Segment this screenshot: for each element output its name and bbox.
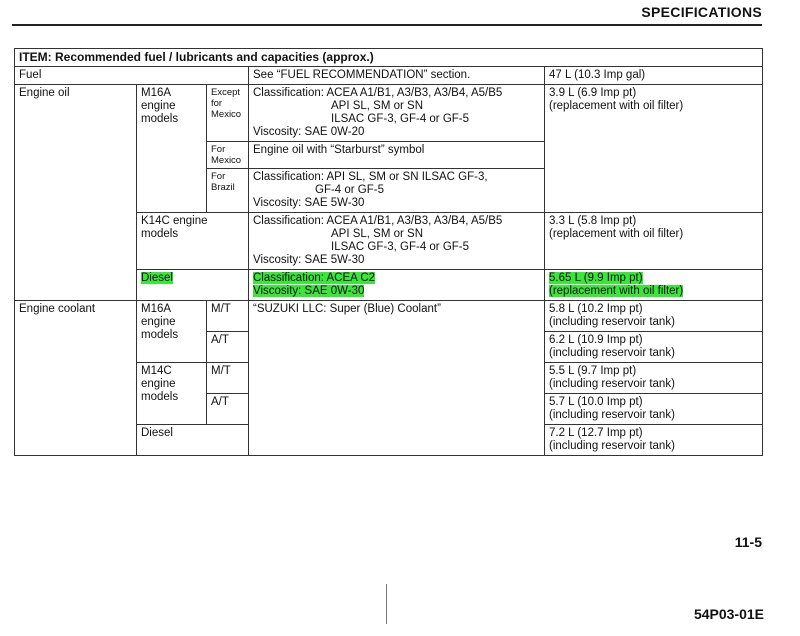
oil-diesel-spec (249, 270, 545, 301)
coolant-m16a-mt-row (15, 301, 763, 332)
capacity-line: 6.2 L (10.9 Imp pt) (549, 334, 643, 346)
engine-coolant-item: Engine coolant (15, 301, 137, 456)
region-except-mexico: Except for Mexico (207, 85, 249, 142)
capacity-line: (replacement with oil filter) (549, 228, 684, 240)
oil-m16a-mexico-spec: Engine oil with “Starburst” symbol (249, 142, 545, 169)
spec-line: Classification: ACEA A1/B1, A3/B3, A3/B4, A5/B5 (253, 87, 503, 99)
coolant-diesel-capacity (545, 425, 763, 456)
coolant-m14c-at-trans: A/T (207, 394, 249, 425)
table-title-row (15, 49, 763, 67)
highlighted-text: 5.65 L (9.9 Imp pt) (549, 272, 643, 284)
capacity-line: (including reservoir tank) (549, 347, 675, 359)
oil-k14c-capacity (545, 213, 763, 270)
oil-m16a-except-mexico-spec (249, 85, 545, 142)
coolant-spec: “SUZUKI LLC: Super (Blue) Coolant” (249, 301, 545, 456)
coolant-diesel-model: Diesel (137, 425, 249, 456)
engine-oil-item: Engine oil (15, 85, 137, 301)
spec-line: ILSAC GF-3, GF-4 or GF-5 (331, 113, 470, 125)
capacity-line: (replacement with oil filter) (549, 100, 684, 112)
spec-line: API SL, SM or SN (331, 228, 424, 240)
capacity-line: (including reservoir tank) (549, 440, 675, 452)
capacity-line: (including reservoir tank) (549, 378, 675, 390)
oil-k14c-model: K14C engine models (137, 213, 249, 270)
spec-line: Classification: API SL, SM or SN ILSAC GF-3, (253, 171, 488, 183)
capacity-line: (including reservoir tank) (549, 316, 675, 328)
coolant-m16a-mt-trans: M/T (207, 301, 249, 332)
oil-k14c-spec (249, 213, 545, 270)
oil-diesel-model (137, 270, 249, 301)
fuel-item: Fuel (15, 67, 249, 85)
highlighted-text: (replacement with oil filter) (549, 285, 684, 297)
coolant-m14c-model: M14C engine models (137, 363, 207, 425)
table-title: ITEM: Recommended fuel / lubricants and capacities (approx.) (15, 49, 763, 67)
coolant-m14c-mt-trans: M/T (207, 363, 249, 394)
coolant-m16a-mt-capacity (545, 301, 763, 332)
capacity-line: 5.5 L (9.7 Imp pt) (549, 365, 637, 377)
capacity-line: 5.8 L (10.2 Imp pt) (549, 303, 643, 315)
fuel-spec: See “FUEL RECOMMENDATION” section. (249, 67, 545, 85)
spec-line: ILSAC GF-3, GF-4 or GF-5 (331, 241, 470, 253)
capacity-line: 3.9 L (6.9 Imp pt) (549, 87, 637, 99)
spec-line: GF-4 or GF-5 (315, 184, 385, 196)
section-title: SPECIFICATIONS (641, 4, 762, 20)
document-code: 54P03-01E (693, 606, 764, 622)
capacity-line: 5.7 L (10.0 Imp pt) (549, 396, 643, 408)
highlighted-text: Viscosity: SAE 0W-30 (253, 285, 365, 297)
highlighted-text: Diesel (141, 272, 173, 284)
page-number: 11-5 (734, 534, 762, 550)
highlighted-text: Classification: ACEA C2 (253, 272, 376, 284)
capacity-line: 3.3 L (5.8 Imp pt) (549, 215, 637, 227)
spec-line: API SL, SM or SN (331, 100, 424, 112)
coolant-m14c-mt-capacity (545, 363, 763, 394)
capacity-line: 7.2 L (12.7 Imp pt) (549, 427, 643, 439)
oil-m16a-except-mexico-row (15, 85, 763, 142)
capacity-line: (including reservoir tank) (549, 409, 675, 421)
spec-line: Classification: ACEA A1/B1, A3/B3, A3/B4, A5/B5 (253, 215, 503, 227)
oil-diesel-capacity (545, 270, 763, 301)
oil-m16a-model: M16A engine models (137, 85, 207, 213)
spec-line: Viscosity: SAE 5W-30 (253, 254, 365, 266)
region-mexico: For Mexico (207, 142, 249, 169)
oil-m16a-capacity (545, 85, 763, 213)
coolant-m14c-at-capacity (545, 394, 763, 425)
spec-table (14, 48, 763, 456)
spec-line: Viscosity: SAE 0W-20 (253, 126, 365, 138)
spec-line: Viscosity: SAE 5W-30 (253, 197, 365, 209)
coolant-m16a-at-capacity (545, 332, 763, 363)
region-brazil: For Brazil (207, 169, 249, 213)
coolant-m16a-at-trans: A/T (207, 332, 249, 363)
coolant-m16a-model: M16A engine models (137, 301, 207, 363)
header-rule (12, 24, 762, 26)
fuel-capacity: 47 L (10.3 Imp gal) (545, 67, 763, 85)
oil-m16a-brazil-spec (249, 169, 545, 213)
center-divider (386, 584, 387, 624)
fuel-row (15, 67, 763, 85)
